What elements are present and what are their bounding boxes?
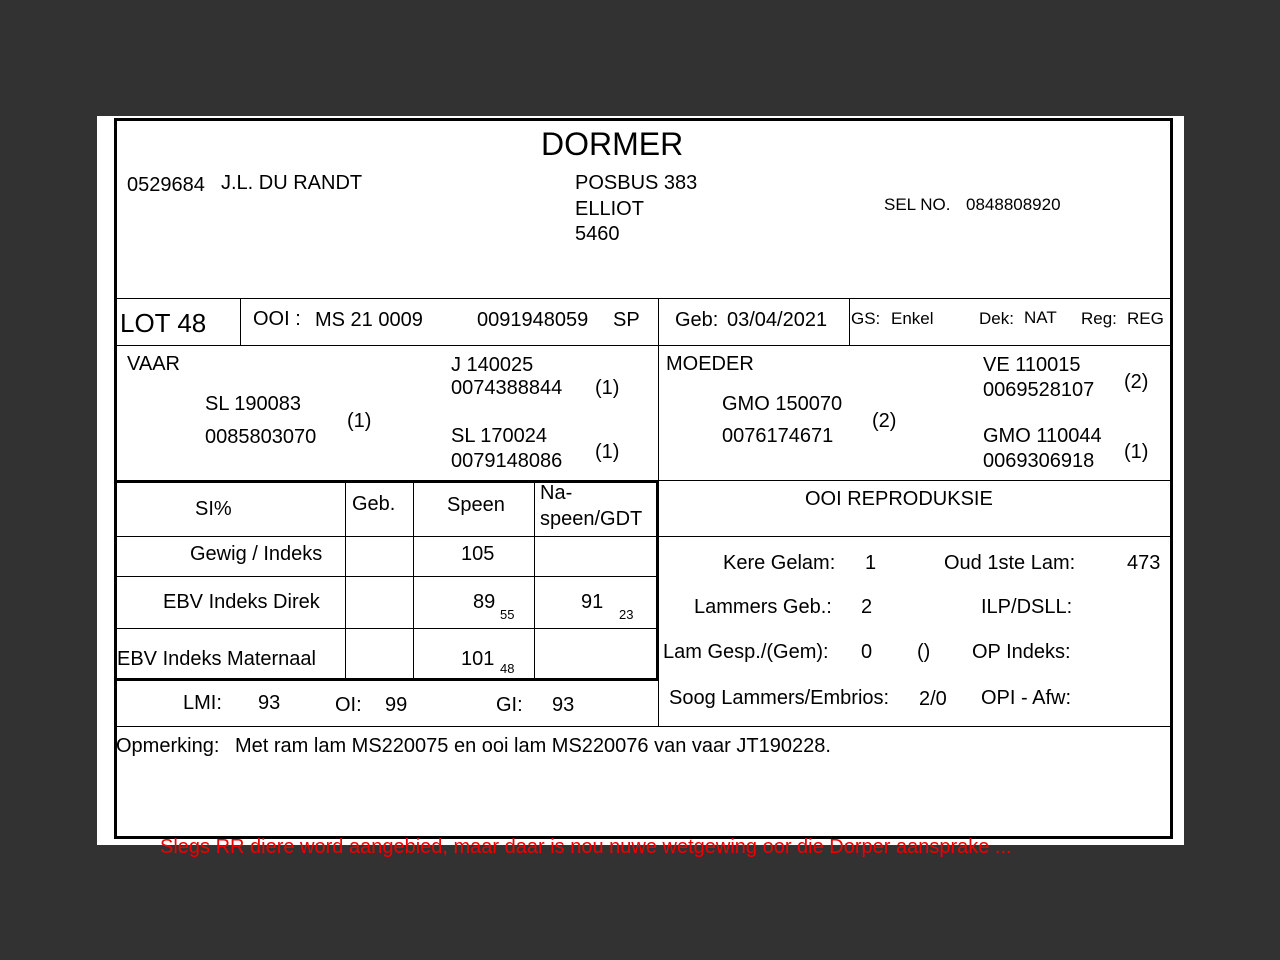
born-date: 03/04/2021 (727, 309, 828, 331)
sire-mark: (1) (347, 410, 372, 432)
dam-sire-reg: 0069528107 (983, 379, 1095, 401)
address-line-2: ELLIOT (575, 198, 644, 220)
gs-label: GS: (851, 309, 881, 328)
vline-geb (849, 298, 850, 345)
vline-table-left (114, 480, 117, 726)
sire-label: VAAR (127, 353, 180, 375)
col-header-geb: Geb. (352, 493, 396, 515)
divider-pedigree-right (658, 480, 1173, 481)
maternaal-speen-value: 101 (461, 648, 495, 670)
lmi-value: 93 (258, 692, 281, 714)
ewe-label: OOI : (253, 308, 301, 330)
direk-na-accuracy: 23 (619, 607, 634, 622)
breeder-name: J.L. DU RANDT (221, 172, 363, 194)
sire-sire-id: J 140025 (451, 354, 534, 376)
soog-label: Soog Lammers/Embrios: (669, 687, 890, 709)
dam-reg: 0076174671 (722, 425, 834, 447)
dek-value: NAT (1024, 308, 1057, 327)
dam-dam-reg: 0069306918 (983, 450, 1095, 472)
footer-note-clipped (160, 836, 1140, 858)
sire-reg: 0085803070 (205, 426, 317, 448)
divider-header (114, 298, 1173, 299)
soog-value: 2/0 (919, 688, 947, 710)
ewe-code: SP (613, 309, 640, 331)
breed-title: DORMER (541, 126, 684, 162)
dam-mark: (2) (872, 410, 897, 432)
direk-speen-accuracy: 55 (500, 607, 515, 622)
dam-id: GMO 150070 (722, 393, 843, 415)
sire-sire-reg: 0074388844 (451, 377, 563, 399)
kere-value: 1 (865, 552, 877, 574)
dam-dam-mark: (1) (1124, 441, 1149, 463)
oud-value: 473 (1127, 552, 1161, 574)
gs-value: Enkel (891, 309, 934, 328)
vline-geb-col (413, 480, 414, 679)
sire-dam-id: SL 170024 (451, 425, 548, 447)
kere-label: Kere Gelam: (723, 552, 836, 574)
divider-pedigree-left (114, 480, 658, 483)
gi-value: 93 (552, 694, 575, 716)
breeder-number: 0529684 (127, 174, 205, 196)
remarks-text: Met ram lam MS220075 en ooi lam MS220076 van vaar JT190228. (235, 735, 831, 757)
opi-label: OPI - Afw: (981, 687, 1072, 709)
gi-label: GI: (496, 694, 523, 716)
col-header-speen: Speen (447, 494, 505, 516)
sire-sire-mark: (1) (595, 377, 620, 399)
reg-label: Reg: (1081, 309, 1117, 328)
divider-row1 (114, 576, 658, 577)
born-label: Geb: (675, 309, 719, 331)
col-header-si: SI% (195, 498, 232, 520)
dam-sire-mark: (2) (1124, 371, 1149, 393)
ilp-label: ILP/DSLL: (981, 596, 1073, 618)
col-header-na-1: Na- (540, 482, 573, 504)
cell-label: SEL NO. (884, 195, 951, 214)
sire-id: SL 190083 (205, 393, 302, 415)
gesp-paren: () (917, 641, 931, 663)
sire-dam-mark: (1) (595, 441, 620, 463)
divider-lot (114, 345, 1173, 346)
direk-speen-value: 89 (473, 591, 496, 613)
lammers-value: 2 (861, 596, 873, 618)
gewig-speen-value: 105 (461, 543, 495, 565)
oi-value: 99 (385, 694, 408, 716)
vline-si (345, 480, 346, 679)
lammers-label: Lammers Geb.: (694, 596, 832, 618)
dam-dam-id: GMO 110044 (983, 425, 1102, 447)
address-line-3: 5460 (575, 223, 620, 245)
cell-number: 0848808920 (966, 195, 1061, 214)
vline-table-right (656, 480, 659, 679)
ewe-id: MS 21 0009 (315, 309, 423, 331)
gesp-label: Lam Gesp./(Gem): (663, 641, 829, 663)
op-label: OP Indeks: (972, 641, 1071, 663)
lmi-label: LMI: (183, 692, 222, 714)
divider-row3 (114, 678, 658, 681)
footer-note-text: Slegs RR diere word aangebied, maar daar is nou nuwe wetgewing oor die Dorper aansprake ... (160, 836, 1012, 858)
vline-lot (240, 298, 241, 345)
auction-card (114, 118, 1173, 839)
divider-indices (114, 726, 1173, 727)
dam-sire-id: VE 110015 (983, 354, 1081, 376)
address-line-1: POSBUS 383 (575, 172, 698, 194)
sire-dam-reg: 0079148086 (451, 450, 563, 472)
vline-speen (534, 480, 535, 679)
oud-label: Oud 1ste Lam: (944, 552, 1076, 574)
row-label-ebv-direk: EBV Indeks Direk (163, 591, 320, 613)
row-label-ebv-maternaal: EBV Indeks Maternaal (117, 648, 316, 670)
gesp-value: 0 (861, 641, 873, 663)
divider-table-header (114, 536, 1173, 537)
row-label-gewig: Gewig / Indeks (190, 543, 323, 565)
lot-number: LOT 48 (120, 308, 207, 338)
repro-title: OOI REPRODUKSIE (805, 488, 993, 510)
col-header-na-2: speen/GDT (540, 508, 643, 530)
direk-na-value: 91 (581, 591, 604, 613)
ewe-reg-number: 0091948059 (477, 309, 589, 331)
dek-label: Dek: (979, 309, 1014, 328)
oi-label: OI: (335, 694, 362, 716)
remarks-label: Opmerking: (116, 735, 220, 757)
dam-label: MOEDER (666, 353, 754, 375)
divider-row2 (114, 628, 658, 629)
maternaal-speen-accuracy: 48 (500, 661, 515, 676)
reg-value: REG (1127, 309, 1164, 328)
